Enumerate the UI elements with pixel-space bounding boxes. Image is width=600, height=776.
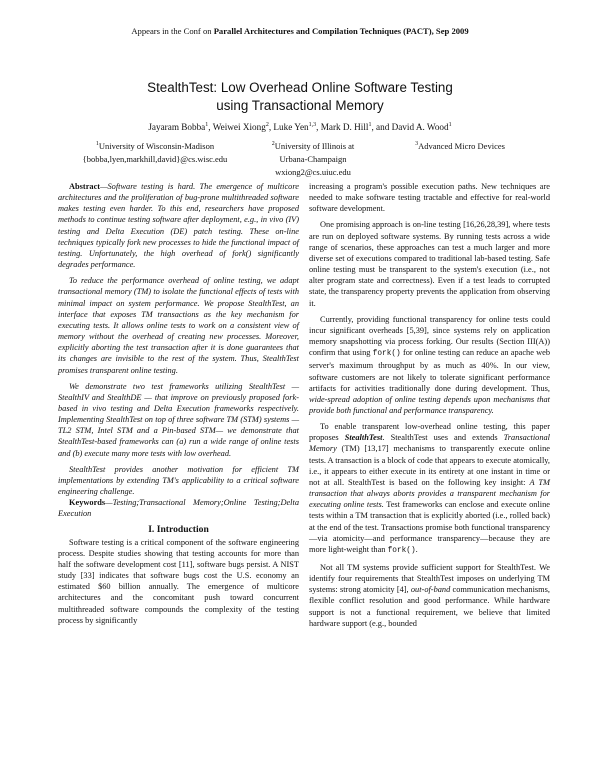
text-run: communication mechanisms, flexible conflict resolution and good performance. While hardware support is not a functional requirement, we believe that limited hardware support (e.g., bounded <box>309 585 550 628</box>
abstract-text: —Software testing is hard. The emergence of multicore architectures and the proliferation of bug-prone multithreaded software makes testing even harder. To this end, researchers have proposed methods to continue testing software after deployment, e.g., in vivo (IV) testing and Delta Execution (DE) patch testing. These on-line techniques typically fork new processes to hide the functional impact of testing. Unfortunately, the high overhead of fork() significantly degrades performance. <box>58 182 299 270</box>
affiliation-wisconsin <box>80 138 230 166</box>
header-venue: Parallel Architectures and Compilation Techniques (PACT), Sep 2009 <box>213 26 469 36</box>
affiliation-amd <box>400 138 520 153</box>
keywords <box>58 497 299 519</box>
text-run: for online testing can reduce an apache web server's maximum throughput by as much as 40%. In our view, software customers are not likely to tolerate significant performance artifacts for activities traditionally done during development. Thus, <box>309 348 551 393</box>
tm-term: Transactional Memory <box>309 433 550 454</box>
abstract-label: Abstract <box>69 182 101 191</box>
author: Mark D. Hill <box>320 122 369 133</box>
affiliation-name: University of Wisconsin-Madison <box>98 140 215 151</box>
left-column <box>58 181 299 626</box>
keywords-label: Keywords <box>69 498 106 508</box>
author-sup: 1 <box>205 122 209 128</box>
affiliation-email: wxiong2@cs.uiuc.edu <box>275 166 351 177</box>
right-column <box>309 181 550 629</box>
header-prefix: Appears in the Conf on <box>131 26 214 36</box>
text-run: Not all TM systems provide sufficient support for StealthTest. We identify four requirements that StealthTest imposes on underlying TM systems: strong atomicity [4], <box>309 563 550 595</box>
text-run: . <box>415 544 418 554</box>
affiliation-illinois <box>258 138 368 179</box>
emphasis-run: out-of-band <box>410 585 451 595</box>
body-paragraph: Software testing is a critical component of the software engineering process. Despite studies showing that testing accounts for more than half the software development cost [11], software bugs persist. A NIST study [33] indicates that software bugs cost the U.S. economy an estimated $60 billion annually. The emergence of multicore architectures and the concomitant push toward concurrent multithreaded software compounds the complexity of the testing process by significantly <box>58 537 299 625</box>
abstract-paragraph: We demonstrate two test frameworks utilizing StealthTest — StealthIV and StealthDE — that improve on previously proposed fork-based in vivo testing and Delta Execution frameworks respectively. Implementing StealthTest on top of three software TM (STM) systems — TL2 STM, Intel STM and a Pin-based STM— we demonstrate that StealthTest-based frameworks can (a) run a wide range of online tests and (b) execute many more tests with low overhead. <box>58 381 299 458</box>
text-run: To enable transparent low-overhead online testing, this paper proposes <box>309 422 550 443</box>
code-fork: fork() <box>387 546 416 555</box>
affiliation-name-2: Urbana-Champaign <box>279 153 347 164</box>
text-run: (TM) [13,17] mechanisms to transparently execute online tests. A transaction is a block of code that appears to execute atomically, i.e., it appears to either execute in its entirety at one instant in time or not at all. StealthTest is based on the following key insight: <box>309 444 550 487</box>
author: Weiwei Xiong <box>212 122 266 133</box>
abstract-paragraph: StealthTest provides another motivation for efficient TM implementations by extending TM's applicability to a critical software engineering challenge. <box>58 464 299 497</box>
affiliation-name: University of Illinois at <box>274 140 355 151</box>
affiliation-sup: 3 <box>415 141 419 147</box>
page-header <box>0 26 600 36</box>
title-line-1: StealthTest: Low Overhead Online Software Testing <box>147 80 453 95</box>
text-run: . StealthTest uses and extends <box>382 433 504 443</box>
affiliation-email: {bobba,lyen,markhill,david}@cs.wisc.edu <box>82 153 228 164</box>
stealthtest-term: StealthTest <box>344 433 383 443</box>
body-paragraph: One promising approach is on-line testing [16,26,28,39], where tests are run on deployed software systems. By running tests across a wide range of scenarios, these approaches can test a much larger and more diverse set of executions compared to traditional lab-based testing. Safe online testing must be transparent to the system's execution (i.e., not alter program state and correctness). Even if a test leads to corrupted state, the transparency property prevents the application from observing it. <box>309 220 550 308</box>
abstract-paragraph: To reduce the performance overhead of online testing, we adapt transactional memory (TM) to isolate the functional effects of tests with minimal impact on system performance. We propose StealthTest, an interface that exposes TM transactions as the key mechanism for executing tests. It allows online tests to work on a consistent view of memory without the overhead of creating new processes. Moreover, explicitly aborting the test transaction after it is done guarantees that its changes are invisible to the rest of the system. Thus, StealthTest promises transparent online testing. <box>58 276 299 375</box>
body-paragraph <box>309 314 550 416</box>
affiliation-name: Advanced Micro Devices <box>418 140 505 151</box>
body-paragraph: increasing a program's possible execution paths. New techniques are needed to make software testing tractable and effective for real-world software development. <box>309 182 550 214</box>
author-sup: 1,3 <box>308 122 317 128</box>
author-sup: 1 <box>368 122 372 128</box>
text-run: Test frameworks can enclose and execute online tests within a TM transaction that is explicitly aborted (i.e., rolled back) at the end of the test. Transactions promise both functional transparency—via atomicity—and performance transparency—because they are more light-weight than <box>309 500 550 554</box>
author-sup: 2 <box>265 122 269 128</box>
author: Jayaram Bobba <box>148 122 206 133</box>
author-list: Jayaram Bobba$^1$, Weiwei Xiong$^2$, Luke Yen$^{1,3}$, Mark D. Hill$^1$, and David A. Wood$^1$ <box>148 122 452 133</box>
key-insight: A TM transaction that always aborts provides a transparent mechanism for executing online tests. <box>309 477 551 510</box>
emphasis-run: wide-spread adoption of online testing depends upon mechanisms that provide both functional and performance transparency. <box>309 394 550 415</box>
paper-title <box>0 79 600 115</box>
text-run: Currently, providing functional transparency for online tests could incur significant overheads [5,39], since systems rely on application memory snapshotting via process forking. Our results (Section III(A)) confirm that using <box>309 314 550 358</box>
code-fork: fork() <box>372 350 401 359</box>
section-heading: I. Introduction <box>148 523 209 535</box>
author: Luke Yen <box>273 122 309 133</box>
body-paragraph <box>309 421 550 557</box>
abstract-paragraph <box>58 181 299 270</box>
author: David A. Wood <box>391 122 449 133</box>
affiliation-sup: 1 <box>95 141 99 147</box>
keywords-text: —Testing;Transactional Memory;Online Testing;Delta Execution <box>58 498 299 519</box>
title-line-2: using Transactional Memory <box>216 98 384 113</box>
body-paragraph <box>309 562 550 629</box>
author-sup: 1 <box>448 122 452 128</box>
affiliation-sup: 2 <box>271 141 275 147</box>
